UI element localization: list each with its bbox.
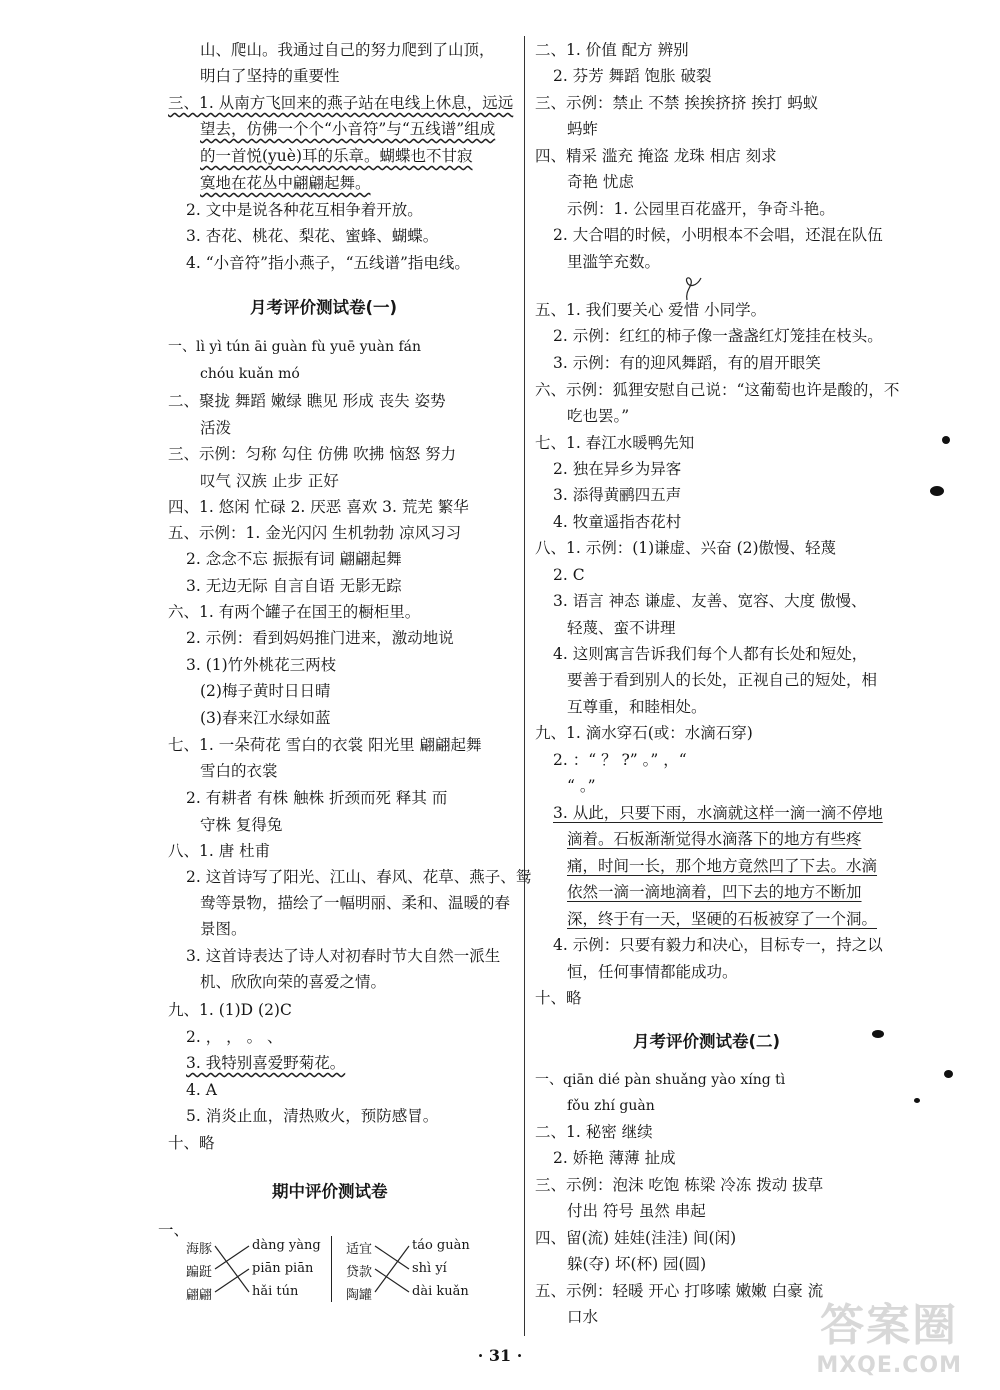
text-line: 三、示例：泡沫 吃饱 栋梁 冷冻 拨动 拔草 — [535, 1176, 824, 1194]
text-line: 3. (1)竹外桃花三两枝 — [186, 656, 337, 674]
text-line: 2. 念念不忘 振振有词 翩翩起舞 — [186, 550, 402, 568]
ink-spot — [872, 1030, 884, 1038]
text-line: 3. 示例：有的迎风舞蹈，有的眉开眼笑 — [553, 354, 821, 372]
text-line: 2. 独在异乡为异客 — [553, 460, 682, 478]
text-line: 躲(夺) 坏(杯) 园(圆) — [567, 1255, 707, 1273]
match-pinyin: dàng yàng — [252, 1238, 321, 1253]
text-line: 互尊重，和睦相处。 — [567, 698, 707, 716]
text-line: 2. 示例：红红的柿子像一盏盏红灯笼挂在枝头。 — [553, 327, 883, 345]
text-line: 口水 — [567, 1308, 599, 1326]
text-line: 2. ， ， 。 、 — [186, 1028, 283, 1046]
text-line: 六、1. 有两个罐子在国王的橱柜里。 — [168, 603, 421, 621]
text-line: 2. C — [553, 566, 585, 584]
text-line: 二、1. 价值 配方 辨别 — [535, 41, 689, 59]
text-line: 3. 无边无际 自言自语 无影无踪 — [186, 577, 402, 595]
text-line: 望去，仿佛一个个“小音符”与“五线谱”组成 — [200, 120, 496, 138]
text-line: 十、略 — [168, 1134, 215, 1152]
text-line: 3. 添得黄鹂四五声 — [553, 486, 682, 504]
match-word: 适宜 — [346, 1242, 373, 1257]
match-pinyin: dài kuǎn — [412, 1284, 469, 1299]
text-line: 依然一滴一滴地滴着，凹下去的地方不断加 — [567, 883, 862, 901]
text-line: 三、1. 从南方飞回来的燕子站在电线上休息，远远 — [168, 94, 514, 112]
text-line: 3. 语言 神态 谦虚、友善、宽容、大度 傲慢、 — [553, 592, 867, 610]
match-pinyin: shì yí — [412, 1261, 447, 1276]
pinyin-line: fǒu zhí guàn — [567, 1098, 655, 1114]
watermark — [816, 1289, 962, 1378]
text-line: 三、示例：匀称 勾住 仿佛 吹拂 恼怒 努力 — [168, 445, 457, 463]
text-line: 2. 有耕者 有株 触株 折颈而死 释其 而 — [186, 789, 448, 807]
text-line: “ 。” — [567, 777, 596, 795]
text-line: 五、1. 我们要关心 爱惜 小同学。 — [535, 301, 767, 319]
text-line: 付出 符号 虽然 串起 — [567, 1202, 706, 1220]
text-line: 机、欣欣向荣的喜爱之情。 — [200, 973, 387, 991]
ink-spot — [944, 1070, 953, 1078]
text-line: 九、1. (1)D (2)C — [168, 1001, 292, 1019]
ink-spot — [930, 486, 944, 496]
matching-lines — [373, 1238, 413, 1302]
text-line: 寞地在花丛中翩翩起舞。 — [200, 174, 371, 192]
matching-lines — [213, 1238, 253, 1302]
text-line: 3. 我特别喜爱野菊花。 — [186, 1054, 346, 1072]
text-line: 2. ：“ ？ ?” 。” ，“ — [553, 751, 687, 769]
text-line: (2)梅子黄时日日晴 — [200, 682, 331, 700]
match-word: 蹁跹 — [186, 1265, 213, 1280]
ink-spot — [942, 436, 950, 444]
text-line: 叹气 汉族 止步 正好 — [200, 472, 339, 490]
pinyin-line: 一、qiān dié pàn shuǎng yào xíng tì — [535, 1072, 786, 1088]
text-line: 二、1. 秘密 继续 — [535, 1123, 653, 1141]
text-line: 守株 复得兔 — [200, 816, 283, 834]
text-line: 五、示例：轻暖 开心 打哆嗦 嫩嫩 白豪 流 — [535, 1282, 824, 1300]
text-line: 5. 消炎止血，清热败火，预防感冒。 — [186, 1107, 439, 1125]
match-word: 陶罐 — [346, 1288, 373, 1303]
text-line: 4. 牧童遥指杏花村 — [553, 513, 682, 531]
text-line: 十、略 — [535, 989, 582, 1007]
text-line: 五、示例：1. 金光闪闪 生机勃勃 凉风习习 — [168, 524, 462, 542]
match-pinyin: hǎi tún — [252, 1284, 299, 1299]
text-line: 痛，时间一长，那个地方竟然凹了下去。水滴 — [567, 857, 878, 875]
text-line: 九、1. 滴水穿石(或：水滴石穿) — [535, 724, 753, 742]
text-line: 轻蔑、蛮不讲理 — [567, 619, 676, 637]
correction-mark — [673, 274, 713, 302]
text-line: 里滥竽充数。 — [567, 253, 661, 271]
match-word: 海豚 — [186, 1242, 213, 1257]
match-word: 贷款 — [346, 1265, 373, 1280]
text-line: 八、1. 唐 杜甫 — [168, 842, 271, 860]
ink-spot — [914, 1098, 920, 1103]
text-line: 3. 这首诗表达了诗人对初春时节大自然一派生 — [186, 947, 501, 965]
text-line: 八、1. 示例：(1)谦虚、兴奋 (2)傲慢、轻蔑 — [535, 539, 837, 557]
text-line: 深，终于有一天，坚硬的石板被穿了一个洞。 — [567, 910, 878, 928]
match-pinyin: táo guàn — [412, 1238, 470, 1253]
pinyin-line: chóu kuǎn mó — [200, 366, 300, 382]
text-line: 2. 示例：看到妈妈推门进来，激动地说 — [186, 629, 454, 647]
text-line: 六、示例：狐狸安慰自己说：“这葡萄也许是酸的，不 — [535, 381, 900, 399]
text-line: 四、精采 滥充 掩盗 龙珠 相店 刻求 — [535, 147, 777, 165]
text-line: 2. 这首诗写了阳光、江山、春风、花草、燕子、鸳 — [186, 868, 532, 886]
text-line: 4. 这则寓言告诉我们每个人都有长处和短处， — [553, 645, 868, 663]
text-line: 蚂蚱 — [567, 120, 599, 138]
text-line: 二、聚拢 舞蹈 嫩绿 瞧见 形成 丧失 姿势 — [168, 392, 446, 410]
text-line: 七、1. 一朵荷花 雪白的衣裳 阳光里 翩翩起舞 — [168, 736, 482, 754]
text-line: (3)春来江水绿如蓝 — [200, 709, 331, 727]
text-line: 雪白的衣裳 — [200, 762, 278, 780]
column-divider — [524, 36, 525, 1336]
text-line: 三、示例：禁止 不禁 挨挨挤挤 挨打 蚂蚁 — [535, 94, 819, 112]
text-line: 示例：1. 公园里百花盛开，争奇斗艳。 — [567, 200, 835, 218]
text-line: 四、留(流) 娃娃(洼洼) 间(闲) — [535, 1229, 737, 1247]
match-word: 翩翩 — [186, 1288, 213, 1303]
section-heading: 期中评价测试卷 — [272, 1182, 388, 1201]
text-line: 的一首悦(yuè)耳的乐章。蝴蝶也不甘寂 — [200, 147, 473, 165]
text-line: 恒，任何事情都能成功。 — [567, 963, 738, 981]
text-line: 景图。 — [200, 920, 247, 938]
text-line: 要善于看到别人的长处，正视自己的短处，相 — [567, 671, 878, 689]
text-line: 2. 文中是说各种花互相争着开放。 — [186, 201, 423, 219]
text-line: 吃也罢。” — [567, 407, 630, 425]
text-line: 明白了坚持的重要性 — [200, 67, 340, 85]
text-line: 4. “小音符”指小燕子，“五线谱”指电线。 — [186, 254, 470, 272]
match-label: 一、 — [158, 1221, 190, 1239]
text-line: 四、1. 悠闲 忙碌 2. 厌恶 喜欢 3. 荒芜 繁华 — [168, 498, 469, 516]
text-line: 3. 杏花、桃花、梨花、蜜蜂、蝴蝶。 — [186, 227, 439, 245]
text-line: 3. 从此，只要下雨，水滴就这样一滴一滴不停地 — [553, 804, 883, 822]
pinyin-line: 一、lì yì tún āi guàn fù yuē yuàn fán — [168, 339, 422, 355]
watermark-text: 答案圈 — [820, 1300, 959, 1351]
text-line: 七、1. 春江水暖鸭先知 — [535, 434, 695, 452]
text-line: 滴着。石板渐渐觉得水滴落下的地方有些疼 — [567, 830, 862, 848]
text-line: 4. A — [186, 1081, 217, 1099]
text-line: 活泼 — [200, 419, 232, 437]
text-line: 奇艳 忧虑 — [567, 173, 634, 191]
section-heading: 月考评价测试卷(二) — [633, 1032, 781, 1051]
text-line: 2. 娇艳 薄薄 扯成 — [553, 1149, 676, 1167]
page-number: · 31 · — [477, 1346, 523, 1365]
match-pinyin: piān piān — [252, 1261, 314, 1276]
match-separator — [331, 1236, 332, 1302]
text-line: 山、爬山。我通过自己的努力爬到了山顶， — [200, 41, 495, 59]
text-line: 鸯等景物，描绘了一幅明丽、柔和、温暖的春 — [200, 894, 511, 912]
text-line: 2. 大合唱的时候，小明根本不会唱，还混在队伍 — [553, 226, 883, 244]
watermark-url: MXQE.COM — [816, 1353, 962, 1378]
section-heading: 月考评价测试卷(一) — [250, 298, 398, 317]
text-line: 2. 芬芳 舞蹈 饱胀 破裂 — [553, 67, 712, 85]
text-line: 4. 示例：只要有毅力和决心，目标专一，持之以 — [553, 936, 883, 954]
